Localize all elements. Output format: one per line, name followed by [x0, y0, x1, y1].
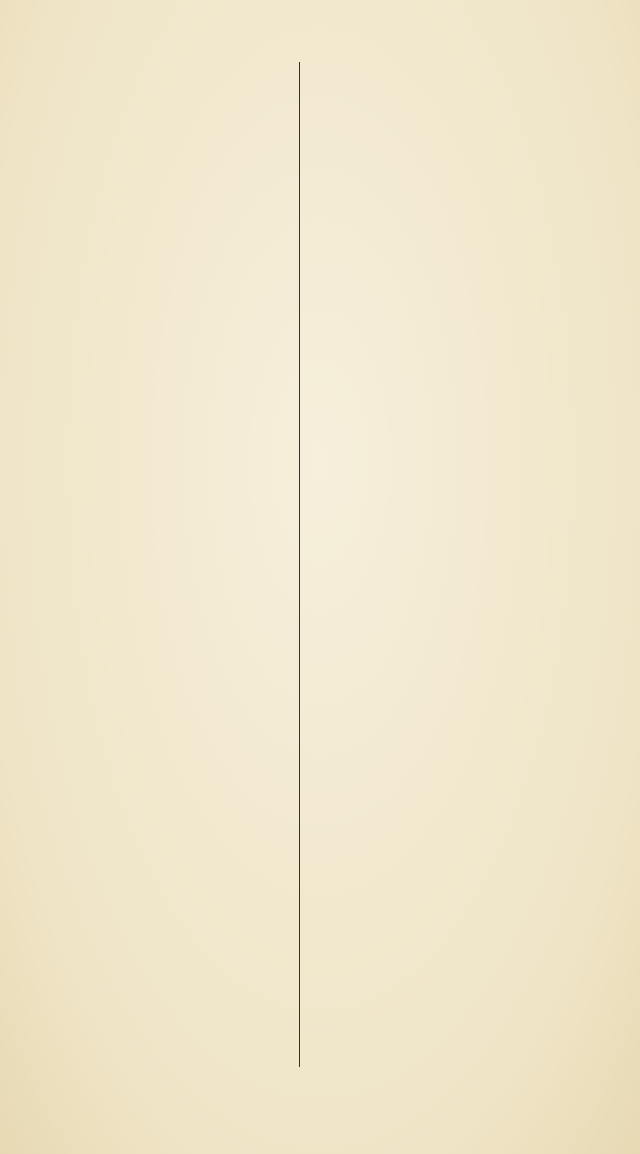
running-header: [0, 18, 640, 48]
column-divider: [299, 62, 300, 1067]
